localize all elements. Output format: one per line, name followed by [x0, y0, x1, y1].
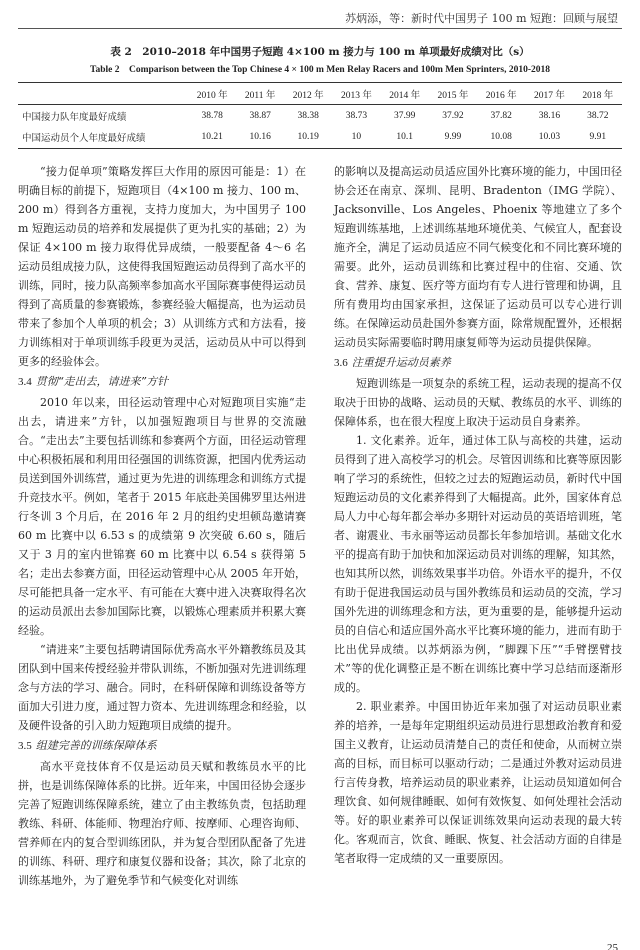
- section-number: 3.6: [334, 357, 348, 369]
- table-cell: 38.73: [345, 110, 368, 121]
- body-paragraph: 高水平竞技体育不仅是运动员天赋和教练员水平的比拼，也是训练保障体系的比拼。近年来，中国田径协会逐步完善了短跑训练保障系统，建立了由主教练负责，包括助理教练、科研、体能师、物理治疗师、按摩师、心理咨询师、营养师在内的复合型训练团队，并为复合型团队配备了先进的训练、科研、理疗和康复仪器和设备；其次，除了北京的训练基地外，为了避免季节和气候变化对训练: [18, 760, 306, 887]
- table-row: [18, 127, 622, 149]
- body-paragraph: 2010 年以来，田径运动管理中心对短跑项目实施“走出去，请进来”方针，以加强短跑项目与世界的交流融合。“走出去”主要包括训练和参赛两个方面，田径运动管理中心积极拓展和利用田径强国的训练资源，把国内优秀运动员送到国外训练营，通过更为先进的训练理念和训练方式提升竞技水平。例如，笔者于 2015 年底赴美国佛罗里达州进行冬训 3 个月后，在 2016 年 2 月的组约史坦顿岛邀请赛 60 m 比赛中以 6.53 s 的成绩第 9 次突破 6.60 s，随后又于 3 月的室内世锦赛 60 m 比赛中以 6.54 s 获得第 5 名；走出去参赛方面，田径运动管理中心从 2005 年开始，尽可能把具备一定水平、有可能在大赛中进入决赛取得名次的运动员派出去参加国际比赛，以锻炼心理素质并积累大赛经验。: [18, 396, 306, 637]
- table-cell: 37.92: [442, 110, 464, 121]
- table-cell: 9.91: [589, 132, 607, 143]
- table-row-label: 中国接力队年度最好成绩: [22, 111, 127, 123]
- section-heading: [334, 353, 622, 373]
- table-header-cell: 2010 年: [196, 90, 228, 101]
- table-cell: 10.16: [249, 132, 271, 143]
- right-text-column: [334, 162, 622, 868]
- table-row-label: 中国运动员个人年度最好成绩: [22, 133, 146, 145]
- table-header-cell: 2014 年: [389, 90, 421, 101]
- table-header-row: [18, 83, 622, 105]
- table-header-cell: 2017 年: [534, 90, 565, 101]
- left-text-column: [18, 162, 306, 890]
- table-header-cell: 2015 年: [437, 90, 469, 101]
- table-cell: 38.16: [538, 110, 561, 121]
- body-paragraph: 的影响以及提高运动员适应国外比赛环境的能力，中国田径协会还在南京、深圳、昆明、Bradenton（IMG 学院）、Jacksonville、Los Angeles、Phoenix 等地建立了多个短跑训练基地，上述训练基地环境优美、气候宜人，配套设施齐全，满足了运动员适应不同气候变化和不同比赛环境的需要。此外，运动员训练和比赛过程中的住宿、交通、饮食、营养、康复、医疗等方面均有专人进行管理和协调，且所有费用均由国家承担，这保证了运动员可以专心进行训练。在保障运动员赴国外参赛方面，除常规配置外，还根据运动员实际需要临时聘用康复师等为运动员提供保障。: [334, 165, 622, 349]
- body-paragraph: “请进来”主要包括聘请国际优秀高水平外籍教练员及其团队到中国来传授经验并带队训练，不断加强对先进训练理念与方法的学习、融合。同时，在科研保障和训练设备等方面加大引进力度，通过智力资本、先进训练理念和经验，以及硬件设备的引入助力短跑项目成绩的提升。: [18, 643, 306, 732]
- table-cell: 37.99: [394, 110, 416, 121]
- table-cell: 10.03: [538, 132, 561, 143]
- table-header-cell: 2011 年: [244, 90, 276, 101]
- section-number: 3.4: [18, 376, 32, 388]
- table-cell: 10.1: [396, 132, 413, 143]
- body-paragraph: 1. 文化素养。近年，通过体工队与高校的共建，运动员得到了进入高校学习的机会。尽管因训练和比赛等原因影响了学习的系统性，但较之过去的短跑运动员，新时代中国短跑运动员的文化素养得到了大幅提高。此外，国家体育总局人力中心每年都会举办多期针对运动员的英语培训班，笔者、谢震业、韦永丽等运动员都长年参加培训。基础文化水平的提高有助于加快和加深运动员对训练的理解，知其然，也知其所以然，训练效果事半功倍。外语水平的提升，不仅有助于促进我国运动员与国外教练员和运动员的交流，学习国外先进的训练理念和方法，更为重要的是，能够提升运动员的自信心和适应国外高水平比赛环境的能力，进而有助于比出优异成绩。以苏炳添为例，“脚踝下压”“手臂摆臂技术”等的优化调整正是不断在训练比赛中学习总结而逐渐形成的。: [334, 434, 622, 694]
- running-header: 苏炳添，等：新时代中国男子 100 m 短跑：回顾与展望: [345, 12, 618, 25]
- table-cell: 10: [351, 132, 362, 143]
- section-heading: [18, 372, 306, 392]
- table-cell: 38.72: [587, 110, 609, 121]
- table-header-cell: 2018 年: [582, 90, 614, 101]
- table-cell: 10.19: [297, 132, 319, 143]
- section-title: 组建完善的训练保障体系: [35, 739, 157, 752]
- table-cell: 38.78: [201, 110, 223, 121]
- body-paragraph: 短跑训练是一项复杂的系统工程，运动表现的提高不仅取决于田协的战略、运动员的天赋、教练员的水平、训练的保障体系，也在很大程度上取决于运动员自身素养。: [334, 377, 622, 428]
- table-header-cell: 2013 年: [340, 90, 372, 101]
- table-header-cell: [18, 83, 188, 105]
- table-header-cell: 2012 年: [292, 90, 324, 101]
- table-row: [18, 105, 622, 127]
- table-cell: 38.87: [249, 110, 271, 121]
- table-caption-english: Table 2 Comparison between the Top Chinese 4 × 100 m Men Relay Racers and 100m Men Sprinters, 2010-2018: [89, 65, 550, 75]
- body-paragraph: 2. 职业素养。中国田协近年来加强了对运动员职业素养的培养，一是每年定期组织运动员进行思想政治教育和爱国主义教育，让运动员清楚自己的责任和使命，从而树立崇高的目标，而目标可以驱动行动；二是通过外教对运动员进行言传身教，培养运动员的职业素养，让运动员知道如何合理饮食、如何规律睡眠、如何有效恢复、如何处理社会活动等。好的职业素养可以保证训练效果向运动表现的最大转化。客观而言，饮食、睡眠、恢复、社会活动方面的自律是笔者取得一定成绩的又一重要原因。: [334, 700, 622, 865]
- header-divider: [18, 28, 622, 29]
- section-title: 注重提升运动员素养: [351, 356, 451, 369]
- section-number: 3.5: [18, 740, 32, 752]
- table-cell: 38.38: [297, 110, 319, 121]
- section-title: 贯彻“走出去，请进来”方针: [35, 375, 169, 388]
- results-comparison-table: [18, 82, 622, 149]
- page-number: 25: [607, 942, 618, 950]
- table-caption-chinese: 表 2 2010–2018 年中国男子短跑 4×100 m 接力与 100 m 单项最好成绩对比（s）: [110, 46, 530, 58]
- body-paragraph: “接力促单项”策略发挥巨大作用的原因可能是：1）在明确目标的前提下，短跑项目（4×100 m 接力、100 m、200 m）得到各方重视，支持力度加大，为中国男子 100 m 短跑运动员的培养和发展提供了更为扎实的基础；2）为保证 4×100 m 接力取得优异成绩，一般要配备 4～6 名运动员组成接力队，这使得我国短跑运动员得到了高水平的训练，同时，接力队高频率参加高水平国际赛事使得运动员得到了高质量的参赛锻炼，参赛经验大幅提高，也为运动员带来了参加个人单项的机会；3）从训练方式和方法看，接力训练相对于单项训练手段更为灵活，运动员从中可以得到更多的经验体会。: [18, 165, 306, 368]
- table-cell: 10.08: [490, 132, 512, 143]
- table-cell: 10.21: [201, 132, 223, 143]
- table-header-cell: 2016 年: [485, 90, 517, 101]
- table-cell: 37.82: [490, 110, 512, 121]
- section-heading: [18, 736, 306, 756]
- table-cell: 9.99: [444, 132, 462, 143]
